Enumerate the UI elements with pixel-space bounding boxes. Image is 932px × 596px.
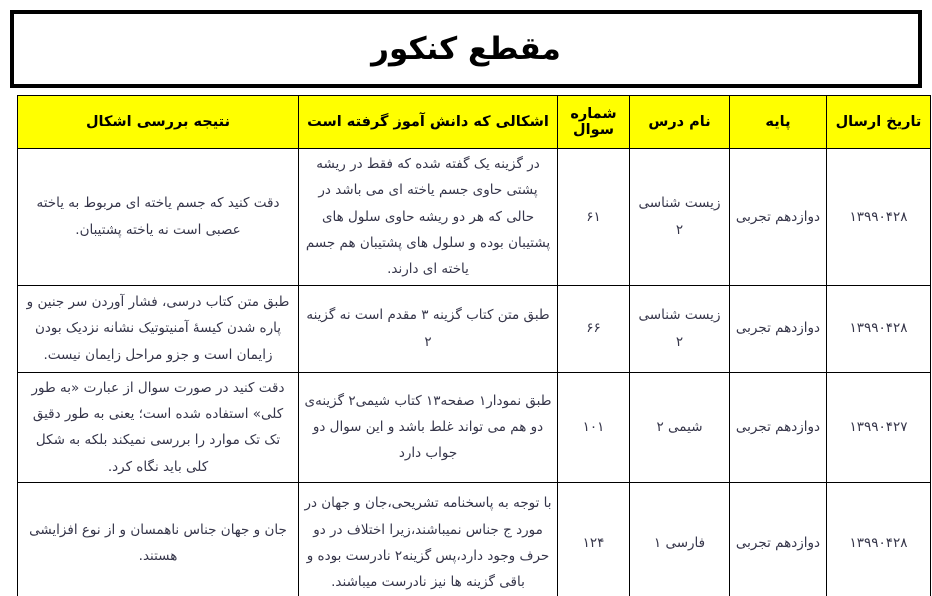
col-header-grade: پایه: [730, 96, 827, 149]
col-header-question-number: شماره سوال: [558, 96, 630, 149]
table-row: [18, 149, 931, 286]
cell-send-date: ۱۳۹۹۰۴۲۸: [827, 149, 931, 286]
cell-send-date: ۱۳۹۹۰۴۲۷: [827, 372, 931, 482]
table-row: [18, 372, 931, 482]
cell-review-result: جان و جهان جناس ناهمسان و از نوع افزایشی هستند.: [18, 482, 299, 596]
col-header-send-date: تاریخ ارسال: [827, 96, 931, 149]
cell-course-name: فارسی ۱: [630, 482, 730, 596]
cell-course-name: شیمی ۲: [630, 372, 730, 482]
cell-send-date: ۱۳۹۹۰۴۲۸: [827, 482, 931, 596]
cell-question-number: ۱۰۱: [558, 372, 630, 482]
cell-review-result: طبق متن کتاب درسی، فشار آوردن سر جنین و پاره شدن کیسهٔ آمنیتوتیک نشانه نزدیک بودن زایمان است و جزو مراحل زایمان نیست.: [18, 285, 299, 372]
col-header-course-name: نام درس: [630, 96, 730, 149]
cell-question-number: ۱۲۴: [558, 482, 630, 596]
cell-student-issue: در گزینه یک گفته شده که فقط در ریشه پشتی حاوی جسم یاخته ای می باشد در حالی که هر دو ریشه حاوی سلول های پشتیبان بوده و سلول های پشتیبان هم جسم یاخته ای دارند.: [299, 149, 558, 286]
table-row: [18, 285, 931, 372]
cell-question-number: ۶۱: [558, 149, 630, 286]
cell-grade: دوازدهم تجربی: [730, 372, 827, 482]
cell-send-date: ۱۳۹۹۰۴۲۸: [827, 285, 931, 372]
cell-question-number: ۶۶: [558, 285, 630, 372]
document-title: مقطع کنکور: [371, 31, 561, 67]
col-header-review-result: نتیجه بررسی اشکال: [18, 96, 299, 149]
cell-review-result: دقت کنید که جسم یاخته ای مربوط به یاخته عصبی است نه یاخته پشتیبان.: [18, 149, 299, 286]
col-header-student-issue: اشکالی که دانش آموز گرفته است: [299, 96, 558, 149]
table-row: [18, 482, 931, 596]
cell-review-result: دقت کنید در صورت سوال از عبارت «به طور کلی» استفاده شده است؛ یعنی به طور دقیق تک تک موارد را بررسی نمیکند بلکه به شکل کلی باید نگاه کرد.: [18, 372, 299, 482]
cell-student-issue: طبق متن کتاب گزینه ۳ مقدم است نه گزینه ۲: [299, 285, 558, 372]
cell-grade: دوازدهم تجربی: [730, 285, 827, 372]
exam-issues-table: [17, 95, 931, 596]
cell-grade: دوازدهم تجربی: [730, 149, 827, 286]
cell-student-issue: با توجه به پاسخنامه تشریحی،جان و جهان در مورد ج جناس نمیباشند،زیرا اختلاف در دو حرف وجود دارد،پس گزینه۲ نادرست بوده و باقی گزینه ها نیز نادرست میباشند.: [299, 482, 558, 596]
table-header-row: [18, 96, 931, 149]
cell-grade: دوازدهم تجربی: [730, 482, 827, 596]
cell-course-name: زیست شناسی ۲: [630, 285, 730, 372]
cell-student-issue: طبق نمودار۱ صفحه۱۳ کتاب شیمی۲ گزینه‌ی دو هم می تواند غلط باشد و این سوال دو جواب دارد: [299, 372, 558, 482]
document-title-box: [10, 10, 922, 88]
cell-course-name: زیست شناسی ۲: [630, 149, 730, 286]
